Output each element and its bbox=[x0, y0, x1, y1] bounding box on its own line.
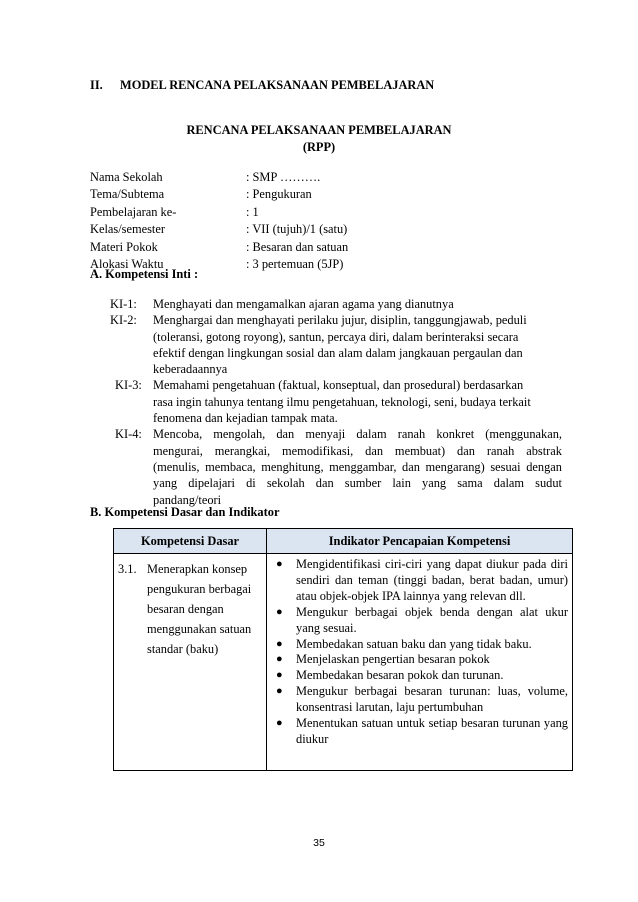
indicator-column-header: Indikator Pencapaian Kompetensi bbox=[267, 529, 573, 554]
indicator-text: Menentukan satuan untuk setiap besaran turunan yang diukur bbox=[296, 716, 568, 746]
identity-value: : Besaran dan satuan bbox=[246, 239, 349, 254]
ki-text bbox=[153, 426, 562, 507]
ki-item bbox=[115, 426, 562, 507]
ki-line: (toleransi, gotong royong), santun, percaya diri, dalam berinteraksi secara bbox=[153, 329, 519, 344]
kd-table bbox=[113, 528, 573, 771]
kd-line: standar (baku) bbox=[147, 642, 219, 656]
indicator-item bbox=[271, 605, 568, 637]
ki-line: Menghargai dan menghayati perilaku jujur, disiplin, tanggungjawab, peduli bbox=[153, 313, 527, 328]
ki-list bbox=[110, 296, 562, 508]
identity-label: Pembelajaran ke- bbox=[90, 204, 177, 219]
ki-line: keberadaannya bbox=[153, 362, 228, 377]
ki-text bbox=[153, 312, 562, 377]
identity-value: : VII (tujuh)/1 (satu) bbox=[246, 222, 348, 237]
identity-value: : 1 bbox=[246, 204, 259, 219]
ki-item bbox=[115, 377, 562, 426]
indicator-list bbox=[267, 554, 572, 748]
bullet-icon: ● bbox=[276, 605, 283, 618]
ki-item bbox=[110, 296, 562, 312]
indicator-item bbox=[271, 637, 568, 653]
ki-line: yang dipelajari di sekolah dan sumber lain yang sama dalam sudut bbox=[153, 476, 562, 491]
identity-label: Alokasi Waktu bbox=[90, 256, 164, 271]
kd-heading: B. Kompetensi Dasar dan Indikator bbox=[90, 505, 280, 519]
kd-line: menggunakan satuan bbox=[147, 622, 252, 636]
bullet-icon: ● bbox=[276, 717, 283, 730]
identity-row bbox=[90, 204, 348, 221]
indicator-text: Membedakan satuan baku dan yang tidak baku. bbox=[296, 636, 532, 651]
ki-item bbox=[110, 312, 562, 377]
kd-header-row bbox=[114, 529, 573, 554]
ki-id: KI-1: bbox=[110, 297, 137, 311]
bullet-icon: ● bbox=[276, 685, 283, 698]
section-title: MODEL RENCANA PELAKSANAAN PEMBELAJARAN bbox=[120, 78, 435, 92]
indicator-cell bbox=[267, 554, 573, 771]
bullet-icon: ● bbox=[276, 669, 283, 682]
indicator-text: Mengidentifikasi ciri-ciri yang dapat diukur pada diri sendiri dan teman (tinggi badan, berat badan, umur) atau objek-objek IPA lainnya yang relevan dll. bbox=[296, 557, 568, 603]
identity-row bbox=[90, 186, 348, 203]
ki-heading: A. Kompetensi Inti : bbox=[90, 267, 199, 281]
ki-line: Memahami pengetahuan (faktual, konseptual, dan prosedural) berdasarkan bbox=[153, 378, 524, 393]
identity-value: : SMP ………. bbox=[246, 170, 321, 184]
section-heading bbox=[90, 78, 434, 93]
kd-text bbox=[147, 559, 262, 659]
identity-label: Nama Sekolah bbox=[90, 170, 163, 184]
identity-value: : Pengukuran bbox=[246, 187, 312, 202]
indicator-item bbox=[271, 716, 568, 748]
ki-text bbox=[153, 377, 562, 426]
indicator-text: Mengukur berbagai besaran turunan: luas, volume, konsentrasi larutan, laju pertumbuhan bbox=[296, 684, 568, 715]
identity-value: : 3 pertemuan (5JP) bbox=[246, 256, 344, 271]
rpp-title-block bbox=[0, 122, 638, 156]
ki-line: mengurai, merangkai, memodifikasi, dan membuat) dan ranah abstrak bbox=[153, 443, 562, 458]
indicator-text: Menjelaskan pengertian besaran pokok bbox=[296, 652, 490, 667]
kd-cell bbox=[114, 554, 267, 771]
ki-line: (menulis, membaca, menghitung, menggambar, dan mengarang) sesuai dengan bbox=[153, 459, 562, 474]
ki-line: pandang/teori bbox=[153, 492, 222, 507]
indicator-item bbox=[271, 668, 568, 684]
kd-line: pengukuran berbagai bbox=[147, 582, 252, 596]
ki-line: Mencoba, mengolah, dan menyaji dalam ranah konkret (menggunakan, bbox=[153, 427, 562, 442]
bullet-icon: ● bbox=[276, 637, 283, 650]
identity-label: Kelas/semester bbox=[90, 222, 166, 237]
ki-line: Menghayati dan mengamalkan ajaran agama yang dianutnya bbox=[153, 297, 454, 311]
section-number: II. bbox=[90, 78, 103, 92]
identity-label: Materi Pokok bbox=[90, 239, 158, 254]
indicator-text: Membedakan besaran pokok dan turunan. bbox=[296, 668, 504, 683]
kd-number: 3.1. bbox=[118, 562, 137, 576]
kd-line: besaran dengan bbox=[147, 602, 224, 616]
identity-table bbox=[90, 169, 348, 273]
identity-row bbox=[90, 239, 348, 256]
ki-line: fenomena dan kejadian tampak mata. bbox=[153, 411, 338, 426]
rpp-subtitle: (RPP) bbox=[302, 140, 336, 154]
bullet-icon: ● bbox=[276, 558, 283, 570]
kd-content bbox=[114, 554, 266, 659]
identity-row bbox=[90, 221, 348, 238]
page-number: 35 bbox=[313, 837, 325, 849]
ki-text bbox=[153, 296, 562, 312]
ki-id: KI-4: bbox=[115, 427, 142, 442]
identity-row bbox=[90, 169, 348, 186]
indicator-item bbox=[271, 684, 568, 716]
ki-line: rasa ingin tahunya tentang ilmu pengetahuan, teknologi, seni, budaya terkait bbox=[153, 394, 531, 409]
indicator-item bbox=[271, 557, 568, 605]
rpp-title: RENCANA PELAKSANAAN PEMBELAJARAN bbox=[186, 123, 452, 137]
kd-row bbox=[114, 554, 573, 771]
identity-label: Tema/Subtema bbox=[90, 187, 165, 202]
bullet-icon: ● bbox=[276, 653, 283, 666]
kd-line: Menerapkan konsep bbox=[147, 562, 248, 576]
indicator-item bbox=[271, 652, 568, 668]
ki-id: KI-2: bbox=[110, 313, 137, 328]
indicator-text: Mengukur berbagai objek benda dengan alat ukur yang sesuai. bbox=[296, 604, 568, 635]
ki-id: KI-3: bbox=[115, 378, 142, 393]
ki-line: efektif dengan lingkungan sosial dan alam dalam jangkauan pergaulan dan bbox=[153, 345, 523, 360]
kd-column-header: Kompetensi Dasar bbox=[114, 529, 267, 554]
